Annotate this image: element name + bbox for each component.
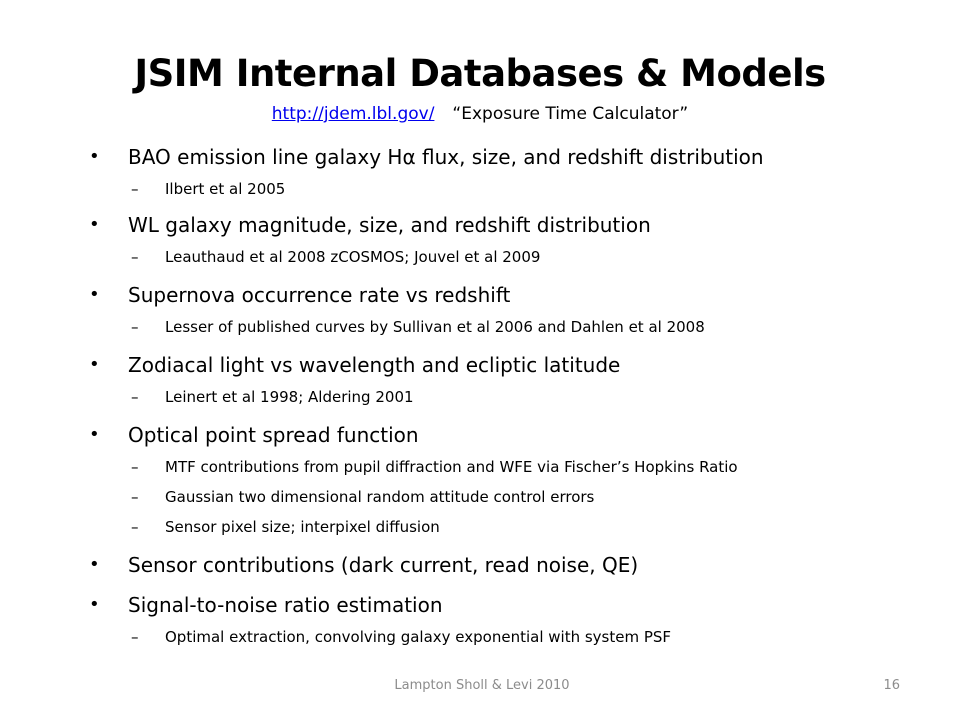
bullet-text: Supernova occurrence rate vs redshift [128,283,511,307]
page-number: 16 [883,678,900,693]
sub-bullet-text: Lesser of published curves by Sullivan et al 2006 and Dahlen et al 2008 [165,318,705,336]
sub-bullet-item [0,246,960,268]
bullet-text: BAO emission line galaxy Hα flux, size, and redshift distribution [128,145,764,169]
sub-bullet-item [0,316,960,338]
sub-bullet-text: Leauthaud et al 2008 zCOSMOS; Jouvel et al 2009 [165,248,541,266]
bullet-text: Sensor contributions (dark current, read noise, QE) [128,553,639,577]
sub-bullet-text: Ilbert et al 2005 [165,180,286,198]
bullet-item [0,280,960,310]
bullet-dot-icon: • [89,554,100,575]
bullet-item [0,420,960,450]
sub-bullet-item [0,386,960,408]
bullet-text: WL galaxy magnitude, size, and redshift distribution [128,213,651,237]
bullet-item [0,210,960,240]
sub-bullet-item [0,516,960,538]
bullet-list [0,142,960,648]
sub-bullet-text: MTF contributions from pupil diffraction and WFE via Fischer’s Hopkins Ratio [165,458,738,476]
sub-bullet-item [0,178,960,200]
subtitle-text: “Exposure Time Calculator” [452,104,689,124]
dash-icon: – [131,488,139,506]
bullet-dot-icon: • [89,214,100,235]
sub-bullet-text: Leinert et al 1998; Aldering 2001 [165,388,414,406]
sub-bullet-item [0,456,960,478]
dash-icon: – [131,458,139,476]
sub-bullet-text: Gaussian two dimensional random attitude control errors [165,488,595,506]
bullet-text: Zodiacal light vs wavelength and ecliptic latitude [128,353,621,377]
bullet-item [0,590,960,620]
bullet-text: Optical point spread function [128,423,419,447]
sub-bullet-item [0,626,960,648]
bullet-dot-icon: • [89,146,100,167]
bullet-dot-icon: • [89,424,100,445]
slide-subtitle [0,101,960,127]
bullet-text: Signal-to-noise ratio estimation [128,593,443,617]
slide-title: JSIM Internal Databases & Models [134,52,826,95]
dash-icon: – [131,518,139,536]
bullet-item [0,142,960,172]
sub-bullet-text: Optimal extraction, convolving galaxy exponential with system PSF [165,628,672,646]
footer-credit: Lampton Sholl & Levi 2010 [394,678,570,693]
dash-icon: – [131,318,139,336]
dash-icon: – [131,628,139,646]
bullet-dot-icon: • [89,284,100,305]
dash-icon: – [131,388,139,406]
dash-icon: – [131,180,139,198]
sub-bullet-text: Sensor pixel size; interpixel diffusion [165,518,440,536]
bullet-dot-icon: • [89,354,100,375]
bullet-dot-icon: • [89,594,100,615]
dash-icon: – [131,248,139,266]
sub-bullet-item [0,486,960,508]
bullet-item [0,550,960,580]
jdem-link[interactable]: http://jdem.lbl.gov/ [271,104,435,124]
bullet-item [0,350,960,380]
